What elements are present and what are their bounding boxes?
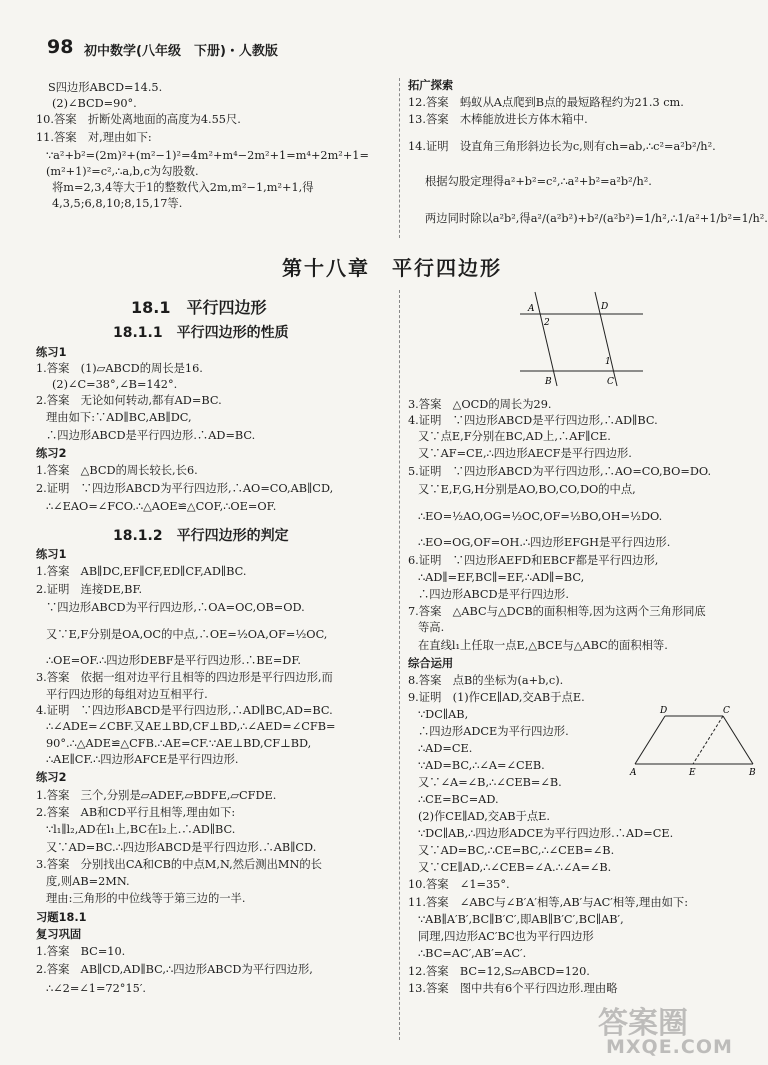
- label-2: 2: [544, 318, 550, 328]
- text-line: 12.答案 蚂蚁从A点爬到B点的最短路程约为21.3 cm.: [408, 96, 684, 109]
- text-line: ∵l₁∥l₂,AD在l₁上,BC在l₂上.∴AD∥BC.: [46, 823, 236, 836]
- text-line: ∴OE=OF.∴四边形DEBF是平行四边形.∴BE=DF.: [46, 654, 302, 667]
- text-line: 练习1: [36, 548, 67, 561]
- text-line: 13.答案 图中共有6个平行四边形.理由略: [408, 982, 618, 995]
- text-line: 理由:三角形的中位线等于第三边的一半.: [46, 892, 246, 905]
- text-line: 6.证明 ∵四边形AEFD和EBCF都是平行四边形,: [408, 554, 659, 567]
- text-line: 在直线l₁上任取一点E,△BCE与△ABC的面积相等.: [418, 639, 668, 652]
- text-line: 综合运用: [408, 657, 454, 670]
- text-line: ∴EO=OG,OF=OH.∴四边形EFGH是平行四边形.: [418, 536, 671, 549]
- text-line: 2.答案 AB∥CD,AD∥BC,∴四边形ABCD为平行四边形,: [36, 963, 313, 976]
- label-B: B: [749, 768, 756, 778]
- text-line: 1.答案 三个,分别是▱ADEF,▱BDFE,▱CFDE.: [36, 789, 277, 802]
- text-line: 将m=2,3,4等大于1的整数代入2m,m²−1,m²+1,得: [52, 181, 314, 194]
- label-E: E: [689, 768, 696, 778]
- text-line: 度,则AB=2MN.: [46, 875, 130, 888]
- label-A: A: [528, 304, 535, 314]
- label-B: B: [545, 377, 552, 387]
- text-line: 1.答案 △BCD的周长较长,长6.: [36, 464, 198, 477]
- text-line: 练习2: [36, 771, 67, 784]
- text-line: ∵AD=BC,∴∠A=∠CEB.: [418, 759, 545, 772]
- text-line: 又∵AF=CE,∴四边形AECF是平行四边形.: [418, 447, 632, 460]
- label-A: A: [630, 768, 637, 778]
- text-line: 复习巩固: [36, 928, 82, 941]
- label-C: C: [607, 377, 614, 387]
- text-line: (2)∠BCD=90°.: [52, 97, 137, 110]
- text-line: 1.答案 (1)▱ABCD的周长是16.: [36, 362, 203, 375]
- text-line: ∴∠EAO=∠FCO.∴△AOE≌△COF,∴OE=OF.: [46, 500, 277, 513]
- text-line: 又∵CE∥AD,∴∠CEB=∠A.∴∠A=∠B.: [418, 861, 612, 874]
- text-line: 练习1: [36, 346, 67, 359]
- text-line: 11.答案 ∠ABC与∠B′A′相等,AB′与AC′相等,理由如下:: [408, 896, 689, 909]
- text-line: ∵四边形ABCD为平行四边形,∴OA=OC,OB=OD.: [46, 601, 305, 614]
- text-line: 90°.∴△ADE≌△CFB.∴AE=CF.∵AE⊥BD,CF⊥BD,: [46, 737, 312, 750]
- text-line: 14.证明 设直角三角形斜边长为c,则有ch=ab,∴c²=a²b²/h².: [408, 140, 716, 153]
- text-line: ∴四边形ADCE为平行四边形.: [418, 725, 569, 738]
- text-line: ∵a²+b²=(2m)²+(m²−1)²=4m²+m⁴−2m²+1=m⁴+2m²+1=: [46, 149, 369, 162]
- text-line: 平行四边形的每组对边互相平行.: [46, 688, 208, 701]
- text-line: 又∵点E,F分别在BC,AD上,∴AF∥CE.: [418, 430, 611, 443]
- text-line: 4.证明 ∵四边形ABCD是平行四边形,∴AD∥BC,AD=BC.: [36, 704, 333, 717]
- text-line: 4.证明 ∵四边形ABCD是平行四边形,∴AD∥BC.: [408, 414, 658, 427]
- watermark-url: MXQE.COM: [606, 1036, 733, 1058]
- text-line: 12.答案 BC=12,S▱ABCD=120.: [408, 965, 590, 978]
- text-line: 2.证明 ∵四边形ABCD为平行四边形,∴AO=CO,AB∥CD,: [36, 482, 334, 495]
- text-line: 习题18.1: [36, 911, 87, 924]
- text-line: ∴AD∥=EF,BC∥=EF,∴AD∥=BC,: [418, 571, 585, 584]
- text-line: (2)∠C=38°,∠B=142°.: [52, 378, 178, 391]
- text-line: ∴四边形ABCD是平行四边形.: [418, 588, 569, 601]
- text-line: ∵DC∥AB,∴四边形ADCE为平行四边形.∴AD=CE.: [418, 827, 674, 840]
- text-line: (m²+1)²=c²,∴a,b,c为勾股数.: [46, 165, 199, 178]
- label-D: D: [660, 706, 668, 716]
- column-divider: [399, 78, 400, 238]
- text-line: 9.证明 (1)作CE∥AD,交AB于点E.: [408, 691, 585, 704]
- text-line: ∴CE=BC=AD.: [418, 793, 499, 806]
- text-line: ∴BC=AC′,AB′=AC′.: [418, 947, 527, 960]
- text-line: 2.答案 AB和CD平行且相等,理由如下:: [36, 806, 236, 819]
- line-AB: [535, 292, 557, 386]
- text-line: (2)作CE∥AD,交AB于点E.: [418, 810, 550, 823]
- text-line: 又∵AD=BC.∴四边形ABCD是平行四边形.∴AB∥CD.: [46, 841, 317, 854]
- text-line: 11.答案 对,理由如下:: [36, 131, 152, 144]
- header-title: 初中数学(八年级 下册)・人教版: [84, 44, 278, 59]
- text-line: 3.答案 分别找出CA和CB的中点M,N,然后测出MN的长: [36, 858, 322, 871]
- text-line: ∴四边形ABCD是平行四边形.∴AD=BC.: [46, 429, 256, 442]
- text-line: 同理,四边形AC′BC也为平行四边形: [418, 930, 594, 943]
- text-line: 两边同时除以a²b²,得a²/(a²b²)+b²/(a²b²)=1/h²,∴1/a²+1/b²=1/h².: [425, 212, 768, 225]
- column-divider: [399, 290, 400, 1040]
- text-line: 4,3,5;6,8,10;8,15,17等.: [52, 197, 183, 210]
- text-line: ∴EO=½AO,OG=½OC,OF=½BO,OH=½DO.: [418, 510, 663, 523]
- text-line: 等高.: [418, 621, 445, 634]
- section-title: 18.1 平行四边形: [131, 298, 267, 317]
- edge-AD: [635, 716, 665, 764]
- text-line: 2.答案 无论如何转动,都有AD=BC.: [36, 394, 222, 407]
- watermark-logo: 答案圈: [598, 1006, 688, 1041]
- text-line: 5.证明 ∵四边形ABCD为平行四边形,∴AO=CO,BO=DO.: [408, 465, 712, 478]
- text-line: 理由如下:∵AD∥BC,AB∥DC,: [46, 411, 192, 424]
- text-line: 10.答案 ∠1=35°.: [408, 878, 510, 891]
- dashed-CE: [693, 716, 723, 764]
- edge-CB: [723, 716, 753, 764]
- text-line: 1.答案 AB∥DC,EF∥CF,ED∥CF,AD∥BC.: [36, 565, 247, 578]
- text-line: 3.答案 △OCD的周长为29.: [408, 398, 552, 411]
- figure-trapezoid: [627, 702, 762, 778]
- text-line: 又∵E,F,G,H分别是AO,BO,CO,DO的中点,: [418, 483, 636, 496]
- text-line: 7.答案 △ABC与△DCB的面积相等,因为这两个三角形同底: [408, 605, 706, 618]
- text-line: 13.答案 木棒能放进长方体木箱中.: [408, 113, 588, 126]
- text-line: 又∵∠A=∠B,∴∠CEB=∠B.: [418, 776, 562, 789]
- text-line: ∴∠2=∠1=72°15′.: [46, 982, 146, 995]
- text-line: ∵AB∥A′B′,BC∥B′C′,即AB∥B′C′,BC∥AB′,: [418, 913, 624, 926]
- text-line: 根据勾股定理得a²+b²=c²,∴a²+b²=a²b²/h².: [425, 175, 652, 188]
- text-line: 1.答案 BC=10.: [36, 945, 126, 958]
- text-line: ∵DC∥AB,: [418, 708, 469, 721]
- text-line: ∴AD=CE.: [418, 742, 473, 755]
- chapter-title: 第十八章 平行四边形: [282, 256, 502, 280]
- text-line: 2.证明 连接DE,BF.: [36, 583, 143, 596]
- label-D: D: [601, 302, 609, 312]
- subsection-title: 18.1.2 平行四边形的判定: [113, 528, 289, 544]
- page-number: 98: [47, 36, 74, 58]
- text-line: 3.答案 依据一组对边平行且相等的四边形是平行四边形,而: [36, 671, 333, 684]
- text-line: 10.答案 折断处离地面的高度为4.55尺.: [36, 113, 241, 126]
- text-line: 又∵E,F分别是OA,OC的中点,∴OE=½OA,OF=½OC,: [46, 628, 328, 641]
- text-line: 练习2: [36, 447, 67, 460]
- subsection-title: 18.1.1 平行四边形的性质: [113, 325, 289, 341]
- text-line: ∴∠ADE=∠CBF.又AE⊥BD,CF⊥BD,∴∠AED=∠CFB=: [46, 720, 336, 733]
- text-line: ∴AE∥CF.∴四边形AFCE是平行四边形.: [46, 753, 239, 766]
- figure-parallelogram-lines: [515, 288, 650, 388]
- label-C: C: [723, 706, 730, 716]
- text-line: 又∵AD=BC,∴CE=BC,∴∠CEB=∠B.: [418, 844, 615, 857]
- text-line: 拓广探索: [408, 79, 454, 92]
- text-line: S四边形ABCD=14.5.: [48, 81, 163, 94]
- text-line: 8.答案 点B的坐标为(a+b,c).: [408, 674, 564, 687]
- label-1: 1: [605, 357, 611, 367]
